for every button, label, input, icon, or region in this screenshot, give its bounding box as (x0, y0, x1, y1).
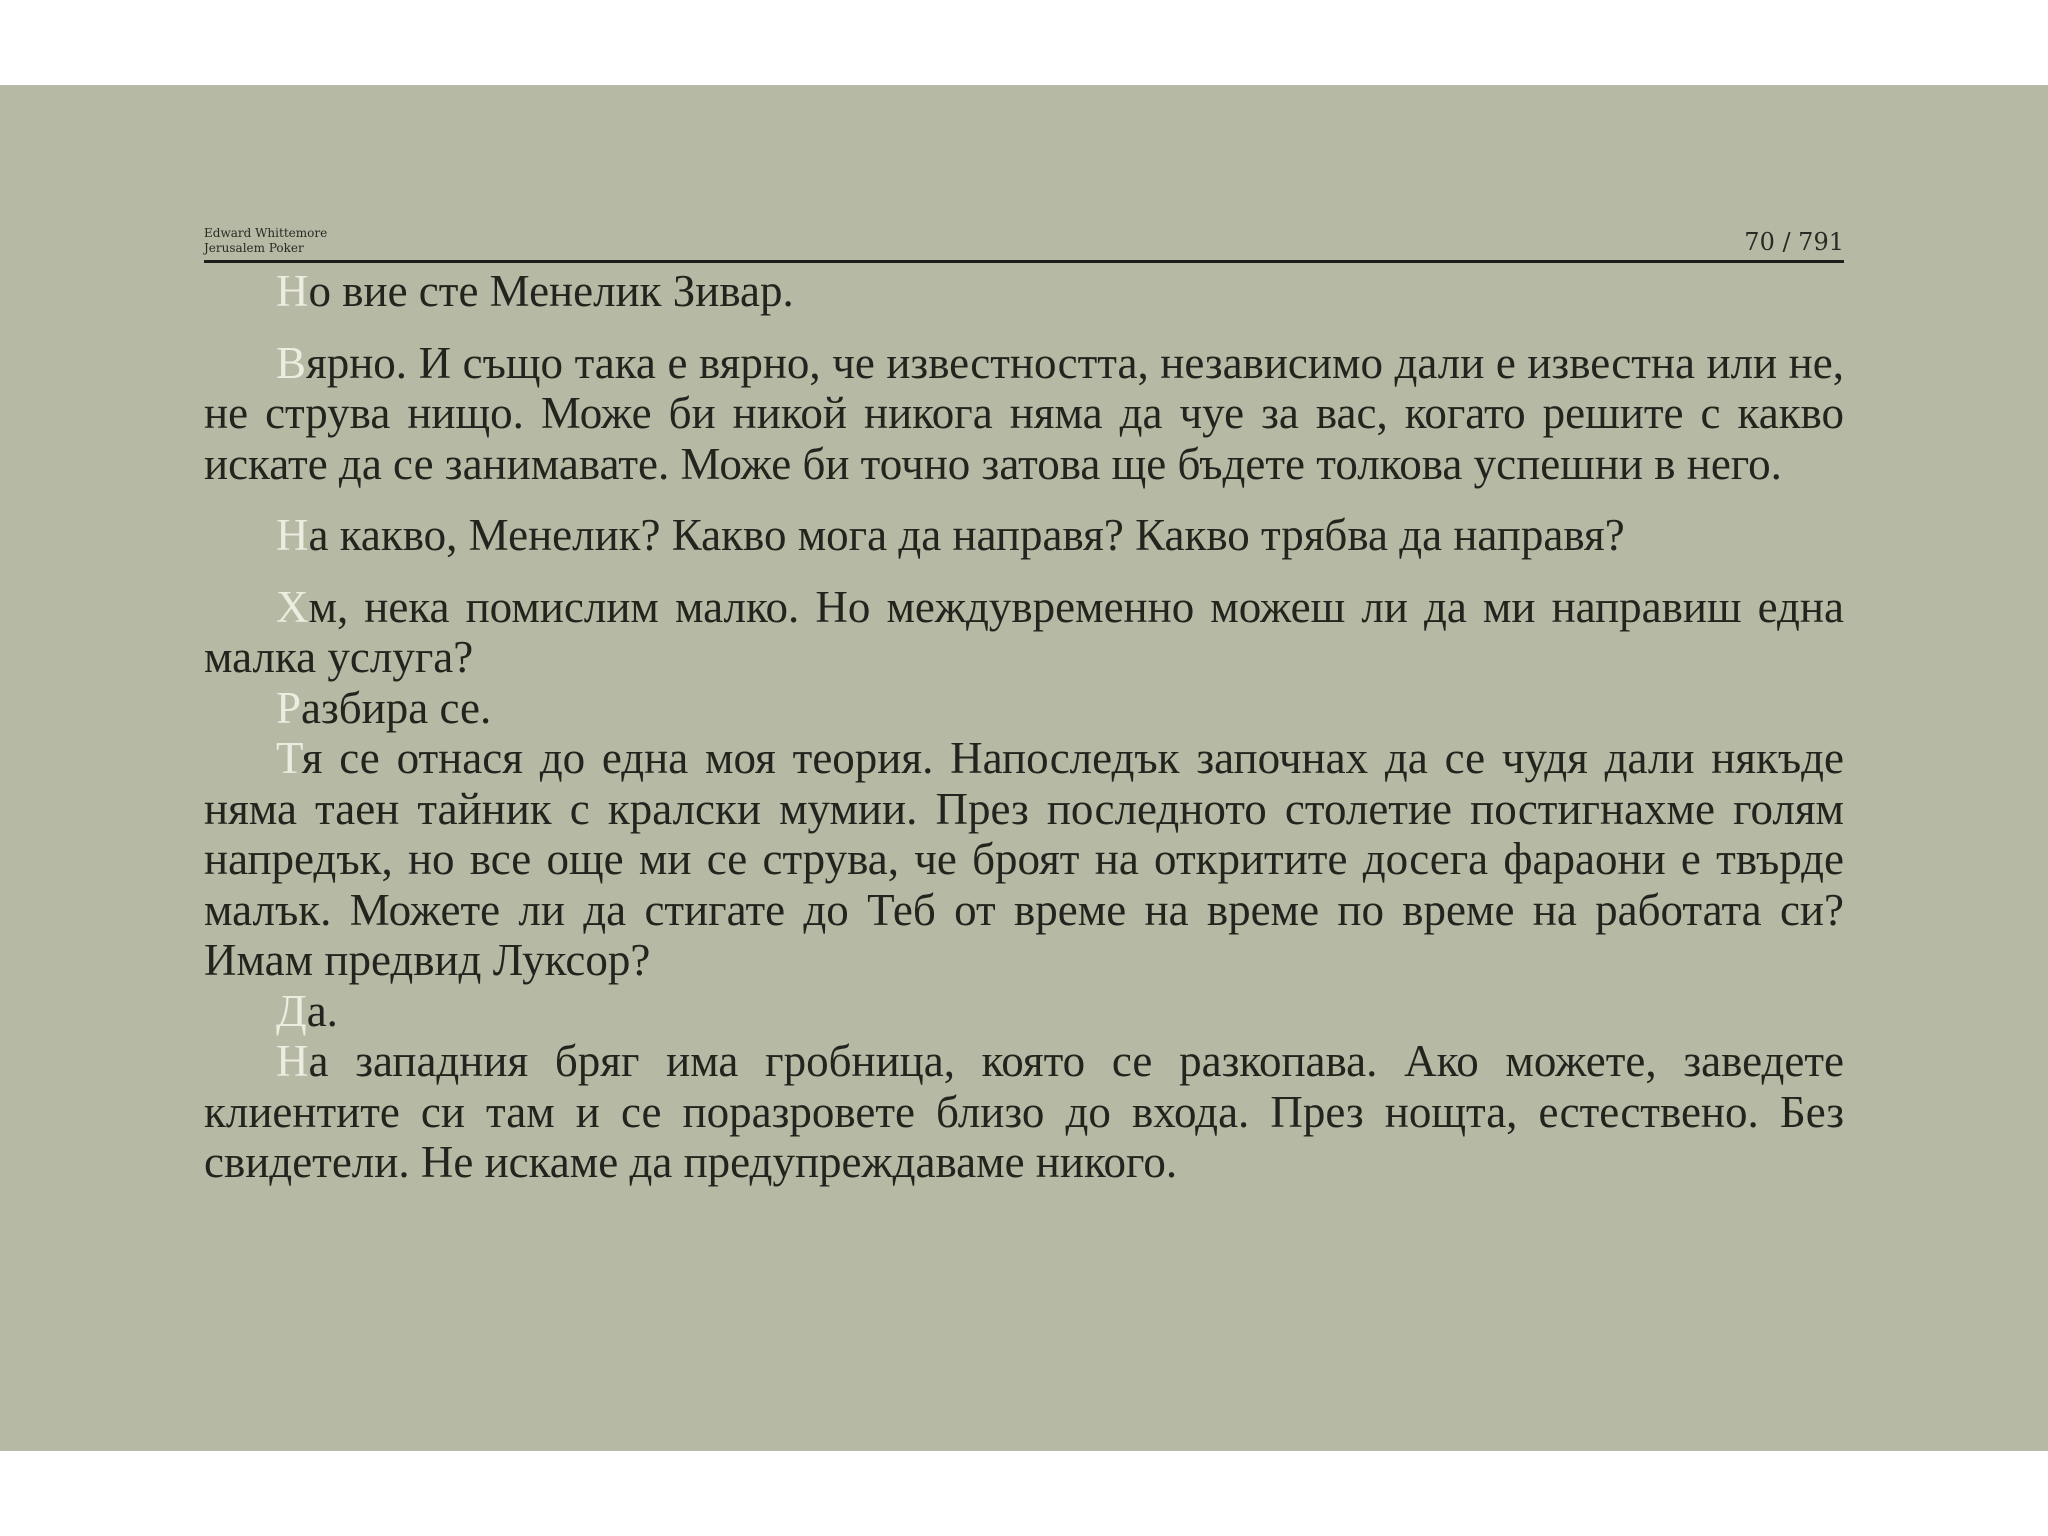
paragraph (204, 338, 1844, 490)
paragraph-text: а западния бряг има гробница, която се разкопава. Ако можете, заведете клиентите си там и се поразровете близо до входа. През нощта, естествено. Без свидетели. Не искаме да предупреждаваме никого. (204, 1036, 1844, 1187)
paragraph-text: м, нека помислим малко. Но междувременно можеш ли да ми направиш една малка услуга? (204, 581, 1844, 682)
initial-letter: В (276, 337, 307, 388)
paragraph (204, 1036, 1844, 1188)
page-number: 70 / 791 (1744, 228, 1844, 256)
paragraph (204, 683, 1844, 734)
initial-letter: Н (276, 1036, 309, 1086)
paragraph-text: о вие сте Менелик Зивар. (308, 266, 794, 316)
initial-letter: Н (276, 510, 309, 560)
paragraph (204, 986, 1844, 1037)
book-title: Jerusalem Poker (204, 241, 304, 255)
author-name: Edward Whittemore (204, 226, 328, 240)
initial-letter: Х (276, 581, 309, 632)
paragraph-text: я се отнася до една моя теория. Напоследък започнах да се чудя дали някъде няма таен тайник с кралски мумии. През последното столетие постигнахме голям напредък, но все още ми се струва, че броят на откритите досега фараони е твърде малък. Можете ли да стигате до Теб от време на време по време на работата си? Имам предвид Луксор? (204, 733, 1844, 985)
initial-letter: Н (276, 266, 309, 316)
book-meta (204, 226, 327, 256)
paragraph (204, 582, 1844, 683)
reading-text (204, 266, 1844, 1188)
initial-letter: Д (276, 985, 307, 1036)
paragraph-text: а какво, Менелик? Какво мога да направя? Какво трябва да направя? (308, 510, 1625, 560)
paragraph-text: азбира се. (301, 682, 492, 733)
paragraph-text: ярно. И също така е вярно, че известността, независимо дали е известна или не, не струва нищо. Може би никой никога няма да чуе за вас, когато решите с какво искате да се занимавате. Може би точно затова ще бъдете толкова успешни в него. (204, 337, 1844, 489)
paragraph (204, 733, 1844, 986)
paragraph (204, 266, 1844, 317)
initial-letter: Р (276, 682, 302, 733)
paragraph (204, 510, 1844, 561)
initial-letter: Т (276, 733, 302, 783)
page-header (204, 136, 1844, 263)
paragraph-text: а. (306, 985, 338, 1036)
